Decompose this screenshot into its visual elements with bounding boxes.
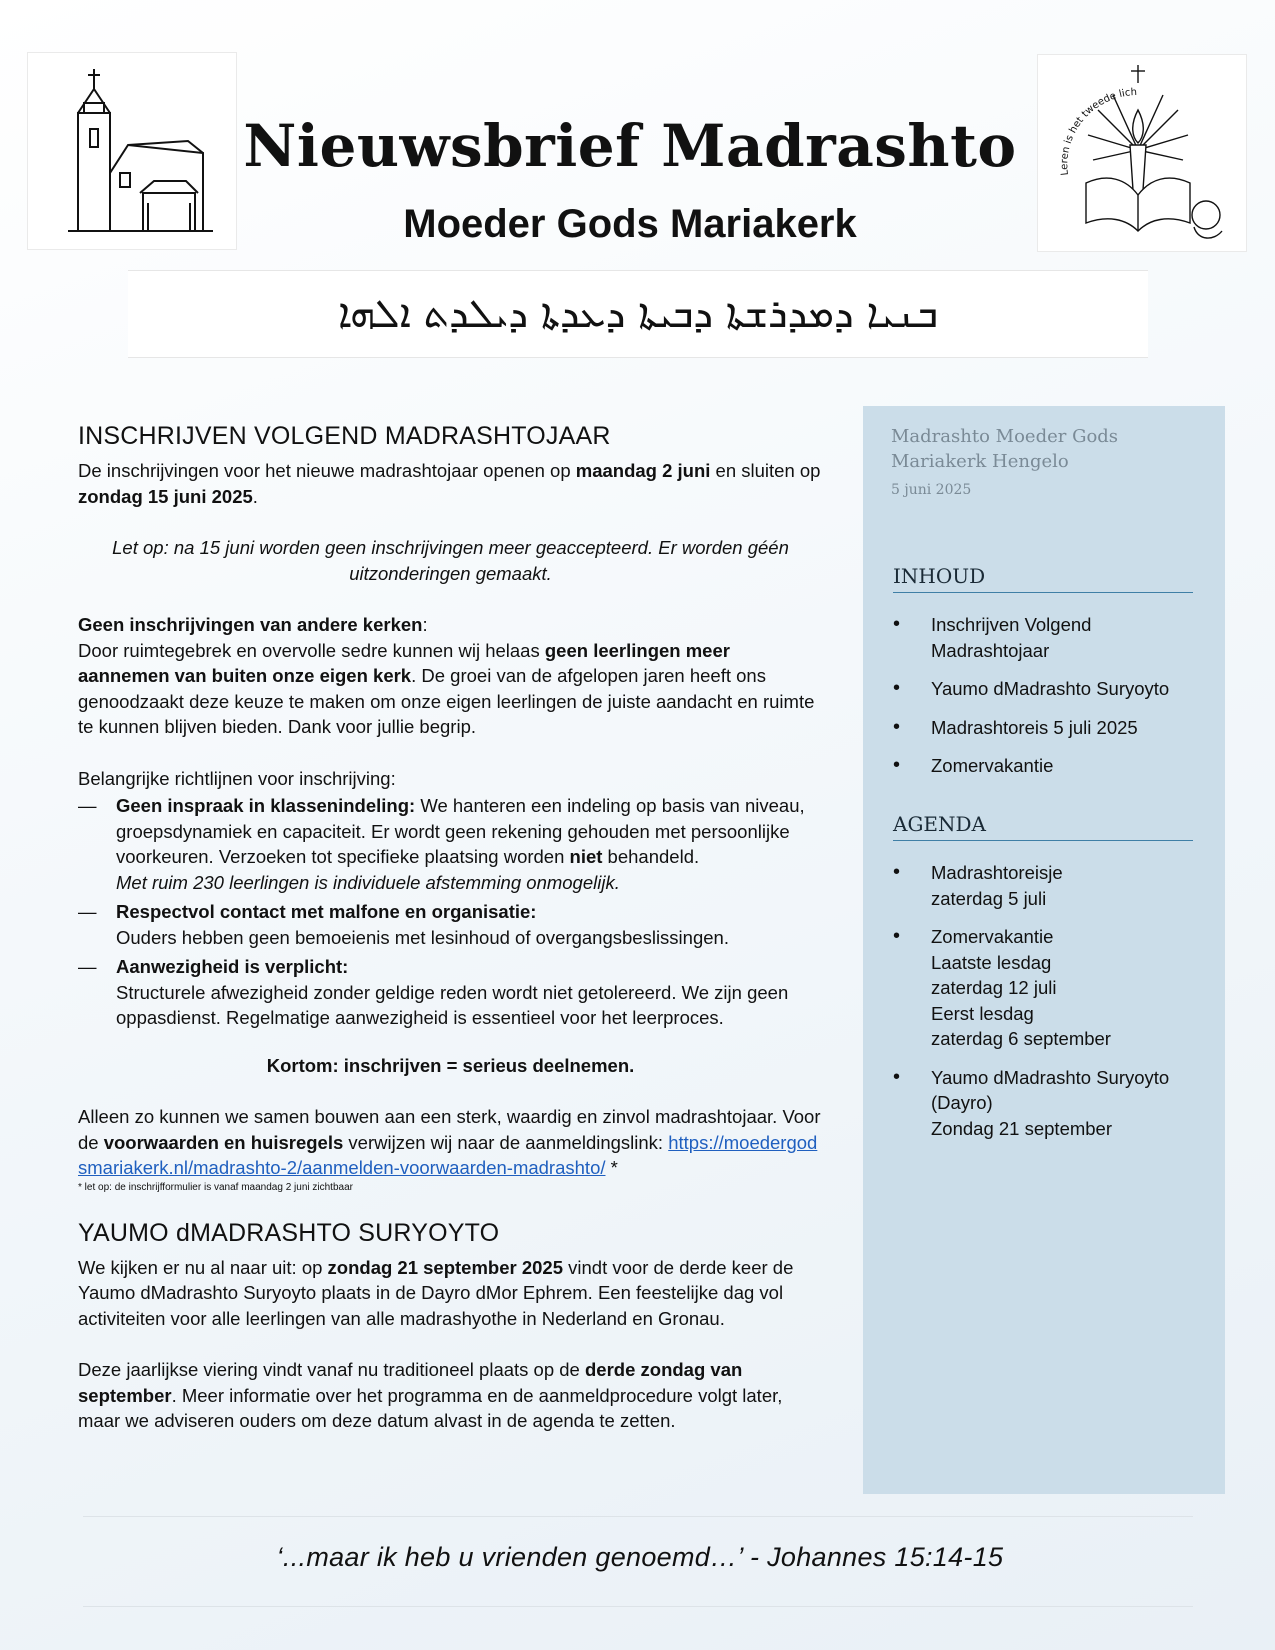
guidelines-list bbox=[78, 793, 823, 1031]
candle-book-icon bbox=[1038, 55, 1246, 251]
agenda-item: • Madrashtoreisje zaterdag 5 juli bbox=[893, 861, 1063, 909]
footer-divider-top bbox=[83, 1516, 1193, 1517]
agenda-item: • Yaumo dMadrashto Suryoyto (Dayro) Zondag 21 september bbox=[893, 1065, 1170, 1139]
main-column bbox=[78, 420, 823, 1434]
section-heading-yaumo: YAUMO dMADRASHTO SURYOYTO bbox=[78, 1218, 500, 1247]
newsletter-subtitle: Moeder Gods Mariakerk bbox=[403, 202, 857, 246]
guidelines-intro: Belangrijke richtlijnen voor inschrijving: bbox=[78, 767, 396, 789]
paragraph-other-churches: Geen inschrijvingen van andere kerken: Door ruimtegebrek en overvolle sedre kunnen wij helaas geen leerlingen meer aannemen van buiten onze eigen kerk. De groei van de afgelopen jaren heeft ons genoodzaakt deze keuze te maken om onze eigen leerlingen de juiste aandacht en ruimte te kunnen blijven bieden. Dank voor jullie begrip. bbox=[78, 614, 815, 737]
sidebar bbox=[863, 406, 1225, 1494]
syriac-banner-text: ܒܢܝܐ ܕܡܕܪܫܬܐ ܕܒܝܬܐ ܕܥܕܬܐ ܕܝܠܕܬ ܐܠܗܐ bbox=[337, 291, 939, 337]
sidebar-organization: Madrashto Moeder Gods Mariakerk Hengelo bbox=[891, 426, 1119, 472]
registration-link[interactable]: https://moedergodsmariakerk.nl/madrashto-2/aanmelden-voorwaarden-madrashto/ bbox=[78, 1131, 818, 1178]
guideline-item: — Respectvol contact met malfone en organisatie: Ouders hebben geen bemoeienis met lesinhoud of overgangsbeslissingen. bbox=[78, 901, 729, 948]
paragraph-yaumo-annual: Deze jaarlijkse viering vindt vanaf nu traditioneel plaats op de derde zondag van september. Meer informatie over het programma en de aanmeldprocedure volgt later, maar we adviseren ouders om deze datum alvast in de agenda te zetten. bbox=[78, 1359, 783, 1431]
guideline-item: — Aanwezigheid is verplicht: Structurele afwezigheid zonder geldige reden wordt niet getolereerd. We zijn geen oppasdienst. Regelmatige aanwezigheid is essentieel voor het leerproces. bbox=[78, 956, 789, 1028]
contents-item[interactable]: • Yaumo dMadrashto Suryoyto bbox=[893, 677, 1170, 699]
section-heading-inschrijven: INSCHRIJVEN VOLGEND MADRASHTOJAAR bbox=[78, 422, 611, 450]
contents-item[interactable]: • Inschrijven Volgend Madrashtojaar bbox=[893, 613, 1092, 661]
footer-quote: ‘...maar ik heb u vrienden genoemd…’ - Johannes 15:14-15 bbox=[276, 1542, 1004, 1572]
agenda-item: • Zomervakantie Laatste lesdag zaterdag 12 juli Eerst lesdag zaterdag 6 september bbox=[893, 925, 1111, 1049]
sidebar-date: 5 juni 2025 bbox=[891, 482, 972, 498]
paragraph-yaumo-date: We kijken er nu al naar uit: op zondag 21 september 2025 vindt voor de derde keer de Yaumo dMadrashto Suryoyto plaats in de Dayro dMor Ephrem. Een feestelijke dag vol activiteiten voor alle leerlingen van alle madrashyothe in Nederland en Gronau. bbox=[78, 1256, 794, 1329]
contents-heading: INHOUD bbox=[893, 564, 1193, 593]
guideline-item: — Geen inspraak in klassenindeling: We hanteren een indeling op basis van niveau, groepsdynamiek en capaciteit. Er wordt geen rekening gehouden met persoonlijke voorkeuren. Verzoeken tot specifieke plaatsing worden niet behandeld. Met ruim 230 leerlingen is individuele afstemming onmogelijk. bbox=[78, 795, 805, 893]
contents-item[interactable]: • Zomervakantie bbox=[893, 754, 1054, 776]
madrashto-logo bbox=[1037, 54, 1247, 252]
paragraph-conditions: Alleen zo kunnen we samen bouwen aan een sterk, waardig en zinvol madrashtojaar. Voor de voorwaarden en huisregels verwijzen wij naar de aanmeldingslink: https://moedergodsmariakerk.nl/madrashto-2/aanmelden-voorwaarden-madrashto/ * bbox=[78, 1106, 821, 1178]
paragraph-registration-dates: De inschrijvingen voor het nieuwe madrashtojaar openen op maandag 2 juni en sluiten op zondag 15 juni 2025. bbox=[78, 460, 821, 507]
newsletter-title: Nieuwsbrief Madrashto bbox=[243, 112, 1017, 180]
footnote: * let op: de inschrijfformulier is vanaf maandag 2 juni zichtbaar bbox=[78, 1181, 353, 1193]
church-logo bbox=[27, 52, 237, 250]
agenda-heading: AGENDA bbox=[893, 812, 1193, 841]
kortom-statement: Kortom: inschrijven = serieus deelnemen. bbox=[266, 1054, 635, 1076]
footer-divider-bottom bbox=[83, 1606, 1193, 1607]
church-icon bbox=[28, 53, 236, 249]
contents-list bbox=[893, 612, 1193, 792]
syriac-banner bbox=[128, 270, 1148, 358]
contents-item[interactable]: • Madrashtoreis 5 juli 2025 bbox=[893, 715, 1138, 738]
logo-motto: Leren is het tweede lich bbox=[1059, 86, 1138, 176]
registration-note: Let op: na 15 juni worden geen inschrijvingen meer geaccepteerd. Er worden géén uitzonderingen gemaakt. bbox=[112, 537, 789, 584]
agenda-list bbox=[893, 860, 1193, 1154]
